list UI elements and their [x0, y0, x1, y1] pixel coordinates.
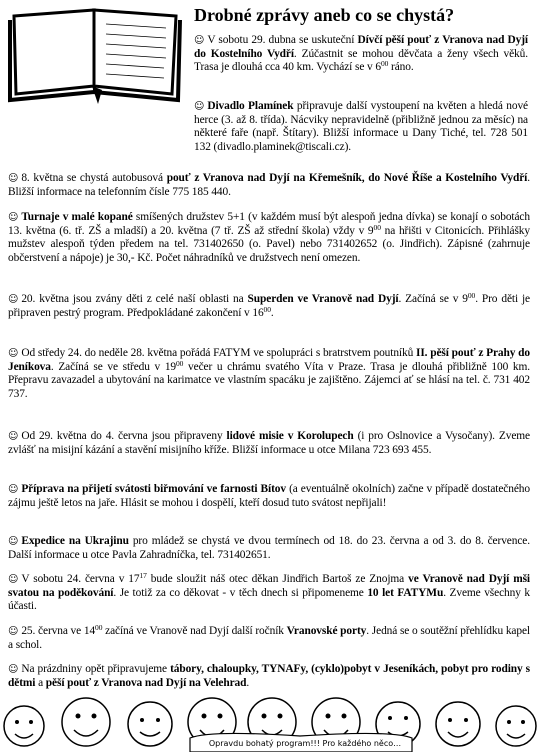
text-run: . Začíná se v 9 — [398, 293, 468, 305]
news-item — [8, 430, 530, 457]
bold-text: ve Vranově nad Dyjí mši svatou na poděkování — [8, 573, 530, 599]
bold-text: tábory, chaloupky, TYNAFy, (cyklo)pobyt v Jeseníkách, pobyt pro rodiny s dětmi — [8, 663, 530, 689]
text-run: . Zveme všechny k účasti. — [8, 586, 530, 613]
smiley-icon: ☺ — [8, 294, 19, 305]
text-run: Na prázdniny opět připravujeme — [21, 663, 171, 675]
news-item — [8, 663, 530, 690]
bold-text: Dívčí pěší pouť z Vranova nad Dyjí do Kostelního Vydří — [194, 34, 528, 60]
text-run: V sobotu 24. června v 17 — [21, 573, 140, 585]
news-item — [194, 100, 528, 154]
bold-text: Turnaje v malé kopané — [21, 211, 133, 223]
smiley-icon: ☺ — [8, 664, 19, 675]
smiley-icon: ☺ — [8, 484, 19, 495]
news-item — [8, 483, 530, 510]
text-run: ráno. — [388, 61, 414, 74]
smiley-icon: ☺ — [194, 101, 205, 112]
text-run: 20. května jsou zvány děti z celé naší oblasti na — [21, 293, 248, 305]
bottom-caption: Opravdu bohatý program!!! Pro každého něco… — [208, 739, 402, 748]
smiley-icon: ☺ — [8, 536, 19, 547]
text-run: smíšených družstev 5+1 (v každém musí být alespoň jedna dívka) se konají o sobotách 13. května (6. tř. ZŠ a mladší) a 20. května (7 tř. ZŠ až střední škola) vždy v 9 — [8, 211, 530, 237]
cartoon-face-icon — [128, 702, 172, 746]
smiley-icon: ☺ — [8, 348, 19, 359]
bold-text: Expedice na Ukrajinu — [21, 535, 129, 547]
bold-text: Superden ve Vranově nad Dyjí — [247, 293, 399, 305]
time-superscript: 00 — [467, 291, 476, 300]
bold-text: Divadlo Plamínek — [207, 100, 294, 112]
cartoon-face-icon — [4, 706, 44, 746]
smiley-icon: ☺ — [8, 431, 19, 442]
text-run: 25. června ve 14 — [21, 625, 96, 637]
text-run: . Je totiž za co děkovat - v těch dnech si připomeneme — [113, 586, 368, 599]
cartoon-face-icon — [436, 702, 480, 746]
text-run: večer u chrámu svatého Víta v Praze. Trasa je dlouhá přibližně 100 km. Přepravu zavazadel a ubytování na karimatce ve vlastním spacáku je zajištěno. Zájemci ať se hlásí na tel. č. 731 402 737. — [8, 360, 530, 400]
bold-text: 10 let FATYMu — [367, 586, 444, 599]
cartoon-face-icon — [62, 698, 110, 746]
text-run: . Pro děti je připraven pestrý program. Předpokládané zakončení v 16 — [8, 293, 530, 319]
bold-text: lidové misie v Korolupech — [226, 430, 354, 442]
smiley-icon: ☺ — [8, 212, 19, 223]
text-run: V sobotu 29. dubna se uskuteční — [207, 34, 358, 46]
news-item — [8, 293, 530, 320]
news-item — [8, 573, 530, 614]
text-run: pro mládež se chystá ve dvou termínech od 18. do 23. června a od 3. do 8. července. Další informace u otce Pavla Zahradníčka, tel. 731402651. — [8, 535, 530, 561]
text-run: Od 29. května do 4. června jsou připraveny — [21, 430, 227, 442]
text-run: . Zúčastnit se mohou děvčata a ženy všech věků. Trasa je dlouhá cca 40 km. Vychází se v 6 — [194, 47, 528, 74]
text-run: a — [35, 676, 46, 689]
text-run: bude sloužit náš otec děkan Jindřich Bartoš ze Znojma — [146, 573, 409, 585]
news-item — [8, 172, 530, 199]
bold-text: pěší pouť z Vranova nad Dyjí na Velehrad — [45, 676, 247, 689]
open-book-icon — [6, 6, 186, 106]
bold-text: Vranovské porty — [286, 625, 367, 637]
time-superscript: 00 — [176, 358, 184, 368]
text-run: na hřišti v Citonicích. Přihlášky mužstev alespoň týden předem na tel. 731402650 (o. Pavel) nebo 731402652 (o. Jindřich). Zápisné (zahrnuje občerstvení a nápoje) je 30,- Kč. Počet náhradníků ve družstvech není omezen. — [8, 224, 531, 264]
bold-text: II. pěší pouť z Prahy do Jeníkova — [8, 347, 531, 373]
bold-text: Příprava na přijetí svátosti biřmování ve farnosti Bítov — [21, 483, 286, 495]
news-item — [194, 34, 528, 75]
time-superscript: 00 — [95, 623, 103, 632]
text-run: . Bližší informace na telefonním čísle 775 185 440. — [8, 172, 531, 198]
text-run: . — [246, 676, 250, 689]
time-superscript: 00 — [373, 222, 381, 232]
time-superscript: 00 — [380, 59, 389, 69]
text-run: začíná ve Vranově nad Dyjí další ročník — [102, 625, 287, 637]
smiley-icon: ☺ — [8, 626, 19, 637]
text-run: 8. května se chystá autobusová — [21, 172, 167, 184]
time-superscript: 17 — [139, 571, 147, 580]
text-run: (i pro Oslnovice a Vysočany). Zveme zvlášť na misijní kázání a stavění misijního kříže. Bližší informace u otce Milana 723 693 455. — [8, 430, 530, 456]
smiley-icon: ☺ — [8, 574, 19, 585]
text-run: . Jedná se o soutěžní přehlídku kapel a schol. — [8, 625, 530, 651]
bold-text: pouť z Vranova nad Dyjí na Křemešník, do Nové Říše a Kostelního Vydří — [166, 172, 528, 184]
news-item — [8, 625, 530, 652]
news-item — [8, 347, 530, 401]
text-run: připravuje další vystoupení na květen a hledá nové herce (3. až 8. třída). Nácviky nepravidelně (přibližně jednou za měsíc) na některé faře (např. Štítary). Bližší informace u Dany Tiché, tel. 728 501 132 (divadlo.plaminek@tiscali.cz). — [194, 100, 528, 153]
text-run: Od středy 24. do neděle 28. května pořádá FATYM ve spolupráci s bratrstvem poutníků — [21, 347, 417, 359]
text-run: . — [270, 306, 274, 319]
time-superscript: 00 — [263, 304, 271, 314]
text-run: (a eventuálně okolních) začne v případě dostatečného zájmu ještě letos na jaře. Hlásit se mohou i dospělí, kteří dosud tuto svátost nepřijali! — [8, 483, 530, 509]
smiley-icon: ☺ — [8, 173, 19, 184]
cartoon-face-icon — [496, 706, 536, 746]
news-item — [8, 211, 530, 265]
smiley-icon: ☺ — [194, 35, 205, 46]
news-item — [8, 535, 530, 562]
page-title: Drobné zprávy aneb co se chystá? — [194, 5, 455, 25]
text-run: . Začíná se ve středu v 19 — [50, 360, 177, 373]
